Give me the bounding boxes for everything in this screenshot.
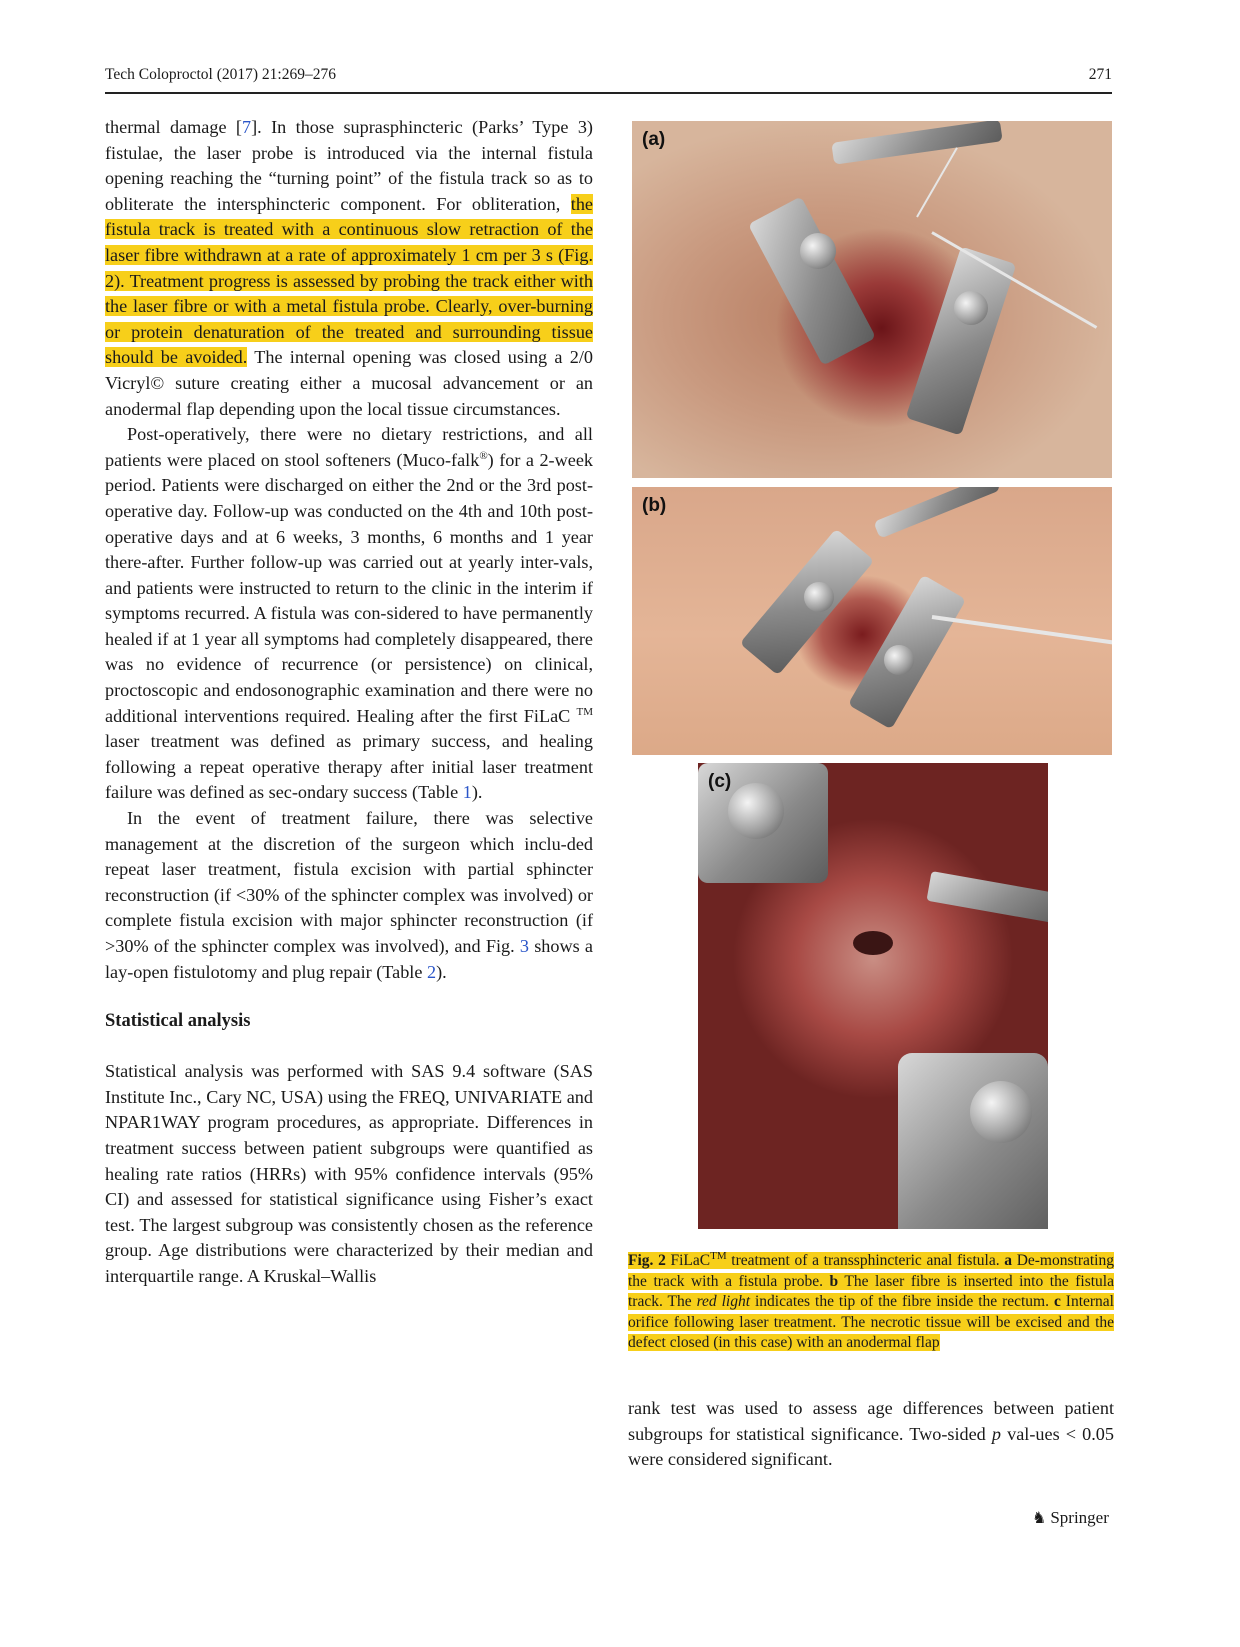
text-run: rank test was used to assess age differences between patient subgroups for statistical significance. Two-sided bbox=[628, 1398, 1114, 1444]
caption-panel-ref: a bbox=[1004, 1252, 1013, 1269]
text-run: indicates the tip of the fibre inside the rectum. bbox=[750, 1293, 1054, 1311]
retractor-bar bbox=[873, 487, 1000, 539]
text-run: treatment of a transsphincteric anal fistula. bbox=[726, 1252, 1005, 1269]
text-run: In the event of treatment failure, there was selective management at the discretion of the surgeon which inclu-ded repeat laser treatment, fistula excision with partial sphincter reconstruction (if <30% of the sphincter complex was involved) or complete fistula excision with major sphincter reconstruction (if >30% of the sphincter complex was involved), and Fig. bbox=[105, 808, 593, 956]
figure-panel-b bbox=[632, 487, 1112, 755]
retractor-knob bbox=[804, 582, 834, 612]
journal-citation: Tech Coloproctol (2017) 21:269–276 bbox=[105, 66, 336, 83]
paragraph-statistics: Statistical analysis was performed with SAS 9.4 software (SAS Institute Inc., Cary NC, USA) using the FREQ, UNIVARIATE and NPAR1WAY program procedures, as appropriate. Differences in treatment success between patient subgroups were quantified as healing rate ratios (HRRs) with 95% confidence intervals (95% CI) and assessed for statistical significance using Fisher’s exact test. The largest subgroup was consistently chosen as the reference group. Age distributions were characterized by their median and interquartile range. A Kruskal–Wallis bbox=[105, 1061, 593, 1286]
text-run: laser treatment was defined as primary success, and healing following a repeat operative therapy after initial laser treatment failure was defined as sec-ondary success (Table bbox=[105, 731, 593, 803]
figure-caption-label: Fig. 2 bbox=[628, 1252, 666, 1269]
text-run: thermal damage [ bbox=[105, 117, 242, 137]
caption-panel-ref: c bbox=[1053, 1293, 1061, 1311]
text-run: FiLaC bbox=[665, 1252, 711, 1269]
text-run: De-monstrating the track with a fistula probe. bbox=[628, 1252, 1114, 1290]
figure-panel-a bbox=[632, 121, 1112, 478]
publisher-name: Springer bbox=[1050, 1508, 1109, 1527]
retractor-knob bbox=[970, 1081, 1032, 1143]
retractor-knob bbox=[884, 645, 914, 675]
paragraph-statistics-continued bbox=[628, 1396, 1114, 1473]
registered-mark: ® bbox=[479, 449, 488, 462]
panel-label-b: (b) bbox=[642, 495, 667, 516]
text-run: Internal orifice following laser treatment. The necrotic tissue will be excised and the defect closed (in this case) with an anodermal flap bbox=[628, 1293, 1114, 1352]
paragraph-procedure bbox=[105, 115, 593, 422]
running-header bbox=[105, 66, 1112, 94]
highlighted-text: the fistula track is treated with a continuous slow retraction of the laser fibre withdrawn at a rate of approximately 1 cm per 3 s (Fig. 2). Treatment progress is assessed by probing the track either with the laser fibre or with a metal fistula probe. Clearly, over-burning or protein denaturation of the treated and surrounding tissue should be avoided. bbox=[105, 193, 593, 368]
left-column bbox=[105, 115, 593, 1290]
figure-caption bbox=[628, 1251, 1114, 1354]
text-run: val-ues < 0.05 were considered significant. bbox=[628, 1423, 1114, 1470]
text-run: red light bbox=[696, 1293, 751, 1311]
text-run: ). bbox=[436, 961, 447, 982]
caption-panel-ref: b bbox=[829, 1272, 839, 1290]
retractor-knob bbox=[954, 291, 988, 325]
text-run: The laser fibre is inserted into the fistula track. The bbox=[628, 1272, 1114, 1311]
springer-horse-icon: ♞ bbox=[1032, 1508, 1047, 1527]
text-run: The internal opening was closed using a 2/0 Vicryl© suture creating either a mucosal advancement or an anodermal flap depending upon the local tissue circumstances. bbox=[105, 347, 593, 419]
retractor-knob bbox=[728, 783, 784, 839]
page-number: 271 bbox=[1088, 66, 1112, 83]
caption-highlight bbox=[628, 1249, 1114, 1352]
panel-label-c: (c) bbox=[708, 771, 732, 792]
text-run: p bbox=[991, 1423, 1001, 1444]
table-link-2[interactable]: 2 bbox=[426, 961, 437, 982]
right-column-text bbox=[628, 1396, 1114, 1473]
necrotic-orifice bbox=[853, 931, 893, 955]
retractor-blade bbox=[748, 196, 876, 365]
paragraph-postoperative bbox=[105, 422, 593, 806]
laser-fibre bbox=[932, 615, 1112, 645]
retractor-knob bbox=[800, 233, 836, 269]
retractor-blade bbox=[898, 1053, 1048, 1229]
fistula-probe-handle bbox=[916, 147, 958, 217]
retractor-bar bbox=[831, 121, 1002, 165]
figure-panel-c bbox=[698, 763, 1048, 1229]
trademark-mark: TM bbox=[710, 1249, 727, 1262]
text-run: ) for a 2-week period. Patients were discharged on either the 2nd or the 3rd post-operative day. Follow-up was conducted on the 4th and 10th post-operative days and at 6 weeks, 3 months, 6 months and 1 year there-after. Further follow-up was carried out at yearly inter-vals, and patients were instructed to return to the clinic in the interim if symptoms recurred. A fistula was con-sidered to have permanently healed if at 1 year all symptoms had completely disappeared, there was no evidence of recurrence (or persistence) on clinical, proctoscopic and endosonographic examination and there were no additional interventions required. Healing after the first FiLaC bbox=[105, 449, 593, 726]
paragraph-treatment-failure bbox=[105, 806, 593, 985]
text-run: Post-operatively, there were no dietary restrictions, and all patients were placed on stool softeners (Muco-falk bbox=[105, 424, 593, 470]
text-run: ]. In those suprasphincteric (Parks’ Type 3) fistulae, the laser probe is introduced via the internal fistula opening reaching the “turning point” of the fistula track so as to obliterate the intersphincteric component. For obliteration, bbox=[105, 117, 593, 214]
text-run: ). bbox=[471, 782, 483, 803]
table-link-1[interactable]: 1 bbox=[462, 782, 472, 803]
section-heading: Statistical analysis bbox=[105, 1011, 251, 1032]
figure-link-3[interactable]: 3 bbox=[519, 936, 529, 956]
forceps-tip bbox=[926, 871, 1048, 925]
panel-label-a: (a) bbox=[642, 129, 666, 150]
retractor-blade bbox=[906, 246, 1017, 435]
trademark-mark: TM bbox=[576, 705, 593, 718]
publisher-footer bbox=[1032, 1508, 1109, 1528]
reference-link-7[interactable]: 7 bbox=[241, 117, 252, 137]
text-run: shows a lay-open fistulotomy and plug repair (Table bbox=[105, 936, 593, 982]
